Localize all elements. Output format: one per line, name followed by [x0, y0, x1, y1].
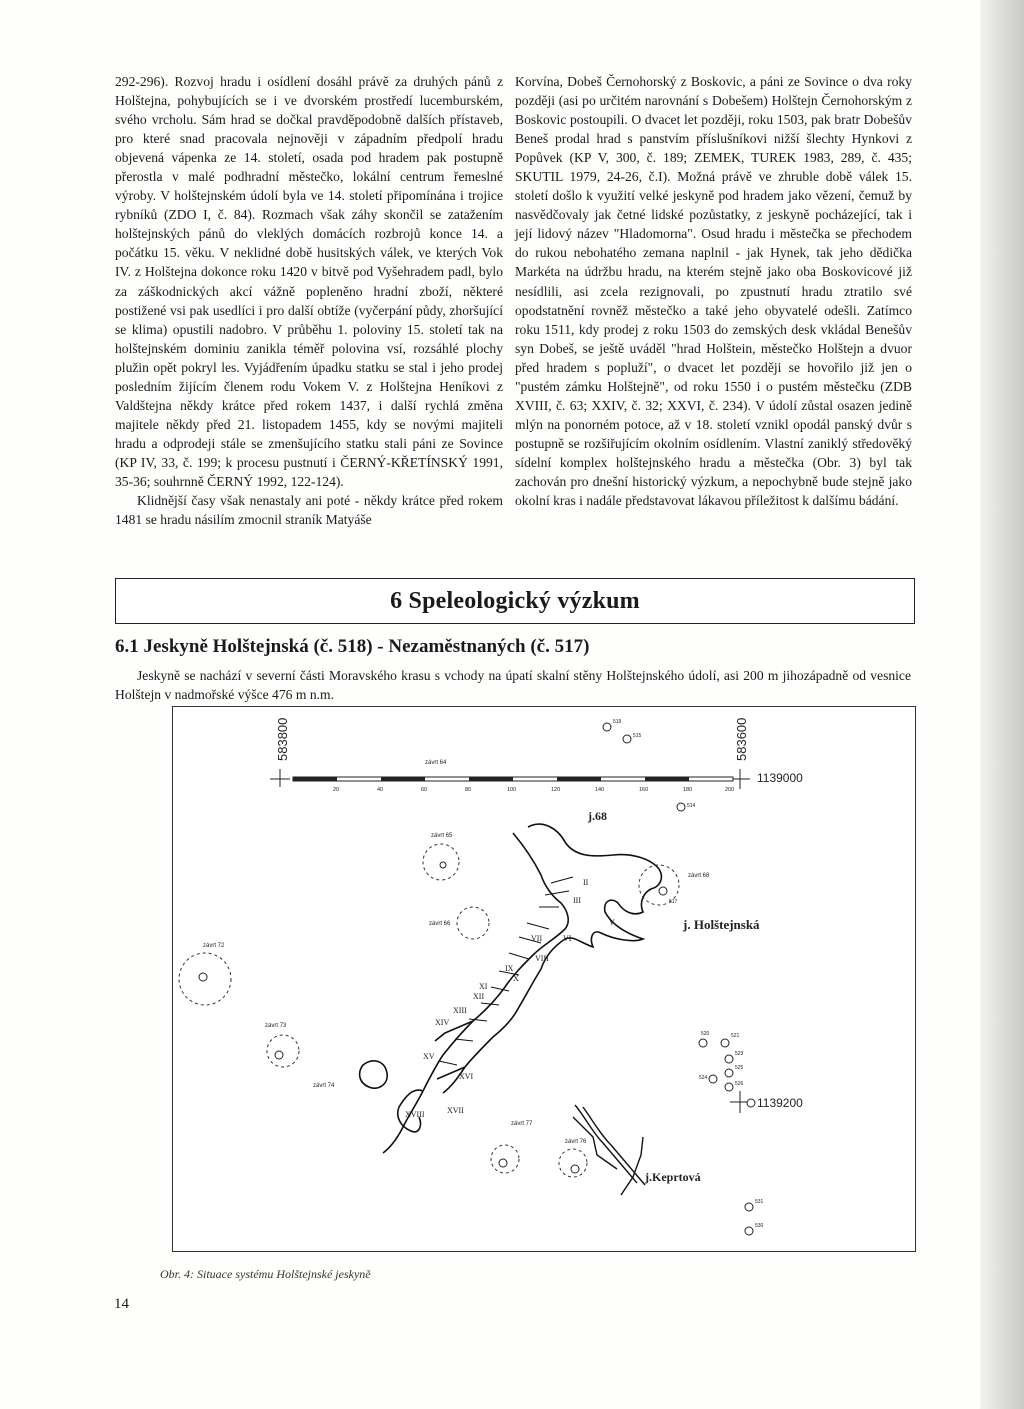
scale-tick-20: 20 — [333, 787, 340, 793]
point-label: 520 — [701, 1031, 710, 1037]
point-label: 525 — [735, 1065, 744, 1071]
roman-label: II — [583, 878, 589, 887]
roman-label: XVI — [459, 1072, 474, 1081]
point-label: 514 — [687, 803, 696, 809]
grid-label-x-left: 583800 — [275, 717, 290, 761]
point-label: 519 — [613, 719, 622, 725]
grid-label-y-top: 1139000 — [757, 771, 803, 785]
chapter-title: 6 Speleologický výzkum — [390, 587, 640, 614]
point-label: 523 — [735, 1051, 744, 1057]
scale-bar — [293, 777, 733, 781]
roman-label: IX — [505, 964, 514, 973]
label-z66: závrt 66 — [429, 921, 451, 927]
cave-outline-keprtova — [573, 1105, 645, 1195]
cave-map-figure — [172, 706, 916, 1252]
scale-tick-160: 160 — [639, 787, 649, 793]
scale-tick-200: 200 — [725, 787, 735, 793]
roman-label: XV — [423, 1052, 435, 1061]
chapter-heading-box — [115, 578, 915, 624]
scale-tick-100: 100 — [507, 787, 517, 793]
right-column — [515, 72, 912, 510]
scale-tick-80: 80 — [465, 787, 472, 793]
point-label: 530 — [755, 1223, 764, 1229]
label-z64: závrt 64 — [425, 760, 447, 766]
grid-label-x-right: 583600 — [734, 717, 749, 761]
grid-label-y-bottom: 1139200 — [757, 1096, 803, 1110]
roman-label: VI — [563, 934, 572, 943]
point-label: 531 — [755, 1199, 764, 1205]
figure-caption: Obr. 4: Situace systému Holštejnské jeskyně — [160, 1267, 371, 1281]
roman-label: VII — [531, 934, 543, 943]
scale-tick-180: 180 — [683, 787, 693, 793]
roman-label: XII — [473, 992, 485, 1001]
roman-label: XIV — [435, 1018, 450, 1027]
label-j68: j.68 — [588, 809, 607, 823]
scale-tick-120: 120 — [551, 787, 561, 793]
label-z77: závrt 77 — [511, 1121, 533, 1127]
label-holstejnska: j. Holštejnská — [683, 917, 760, 932]
label-keprtova: j.Keprtová — [645, 1170, 701, 1184]
roman-label: XI — [479, 982, 488, 991]
roman-label: VIII — [535, 954, 549, 963]
label-z74: závrt 74 — [313, 1083, 335, 1089]
left-column — [115, 72, 503, 529]
roman-label: XVIII — [405, 1110, 425, 1119]
page-edge-shadow — [980, 0, 1024, 1409]
scale-tick-60: 60 — [421, 787, 428, 793]
roman-label: X — [513, 974, 519, 983]
point-label: 524 — [699, 1075, 708, 1081]
point-label: 521 — [731, 1033, 740, 1039]
scale-tick-140: 140 — [595, 787, 605, 793]
right-paragraph-1: Korvína, Dobeš Černohorský z Boskovic, a páni ze Sovince o dva roky později (asi po určitém narovnání s Dobešem) Holštejn Černohorským z Boskovic postoupili. O dvacet let později, roku 1503, pak bratr Dobešův Beneš prodal hrad s panstvím příslušníkovi nižší šlechty Hynkovi z Popůvek (KP V, 300, č. 189; ZEMEK, TUREK 1983, 289, č. 435; SKUTIL 1979, 24-26, č.I). Možná právě ve zhruble době válek 15. století došlo k využití velké jeskyně pod hradem jako vězení, čemuž by nasvědčovaly jak četné lidské pozůstatky, z jeskyně pocházející, tak i její lidový název "Hladomorna". Osud hradu i městečka se přechodem do rukou nebohatého zemana naplnil - jak Hynek, tak jeho dědička Markéta na údržbu hradu, na kterém stejně jako oba Boskovicové již nesídlili, asi zcela rezignovali, po zpustnutí hradu ztratilo své opodstatnění rovněž městečko a také jeho obyvatelé odešli. Zatímco roku 1511, kdy prodej z roku 1503 do zemských desk vkládal Benešův syn Dobeš, se ještě uváděl "hrad Holštein, městečko Holštejn a dvuor před hradem s popluží", o dvacet let později se hovořilo již jen o "pustém zámku Holštejně", od roku 1550 i o pustém městečku (ZDB XVIII, č. 63; XXIV, č. 32; XXVI, č. 234). V údolí zůstal osazen jedině mlýn na ponorném potoce, až v 18. století vznikl opodál panský dvůr s postupně se rozšiřujícím okolním osídlením. Vlastní zaniklý středověký sídelní komplex holštejnského hradu a městečka (Obr. 3) byl tak zachován pro dnešní historický výzkum, a nepochybně bude stejně jako okolní kras i nadále představovat lákavou příležitost k dalšímu bádání. — [515, 74, 912, 509]
left-paragraph-2: Klidnější časy však nenastaly ani poté - někdy krátce před rokem 1481 se hradu násilím zmocnil straník Matyáše — [115, 493, 503, 528]
section-title: 6.1 Jeskyně Holštejnská (č. 518) - Nezaměstnaných (č. 517) — [115, 636, 590, 657]
roman-label: III — [573, 896, 581, 905]
roman-label: XIII — [453, 1006, 467, 1015]
section-intro: Jeskyně se nachází v severní části Moravského krasu s vchody na úpatí skalní stěny Holštejnského údolí, asi 200 m jihozápadně od vesnice Holštejn v nadmořské výšce 476 m n.m. — [115, 668, 911, 702]
label-z68: závrt 68 — [688, 873, 710, 879]
point-label: 517 — [669, 899, 678, 905]
point-label: 526 — [735, 1081, 744, 1087]
cave-outline-holstejnska — [360, 824, 662, 1153]
label-z76: závrt 76 — [565, 1139, 587, 1145]
point-label: 515 — [633, 733, 642, 739]
roman-label: V — [609, 918, 615, 927]
roman-label: XVII — [447, 1106, 464, 1115]
cave-map — [173, 707, 917, 1253]
scale-tick-40: 40 — [377, 787, 384, 793]
label-z73: závrt 73 — [265, 1023, 287, 1029]
label-z65: závrt 65 — [431, 833, 453, 839]
label-z72: závrt 72 — [203, 943, 225, 949]
left-paragraph-1: 292-296). Rozvoj hradu i osídlení dosáhl právě za druhých pánů z Holštejna, pohybujících se i ve dvorském prostředí lucemburském, svého vrcholu. Sám hrad se dočkal pravděpodobně dalších přístaveb, pro které snad pracovala nejnověji v západním předpolí hradu objevená vápenka ze 14. století, osada pod hradem pak postupně přerostla v malé podhradní městečko, lokální centrum řemeslné výroby. V holštejnském údolí byla ve 14. století připomínána i trojice rybníků (ZDO I, č. 84). Rozmach však záhy skončil se zatažením holštejnských pánů do vleklých domácích rozbrojů konce 14. a počátku 15. věku. V neklidné době husitských válek, ve kterých Vok IV. z Holštejna dokonce roku 1420 v bitvě pod Vyšehradem padl, bylo za záškodnických akcí vážně popleněno hradní zboží, některé postižené vsi pak usedlíci i pro další obtíže (vyčerpání půdy, zhoršující se klima) opustili nadobro. V průběhu 1. poloviny 15. století tak na holštejnském dominiu zanikla téměř polovina vsí, rozsáhlé plochy plužin opět pokryl les. Vyjádřením úpadku statku se stal i jeho prodej posledním žijícím členem rodu Vokem V. z Holštejna Heníkovi z Valdštejna někdy krátce před rokem 1437, i další rychlá změna majitele někdy před 21. listopadem 1455, kdy se novými majiteli hradu a odprodeji stále se zmenšujícího statku stali páni ze Sovince (KP IV, 33, č. 199; k procesu pustnutí i ČERNÝ-KŘETÍNSKÝ 1991, 35-36; souhrnně ČERNÝ 1992, 122-124). — [115, 74, 503, 489]
page-number: 14 — [114, 1296, 129, 1312]
